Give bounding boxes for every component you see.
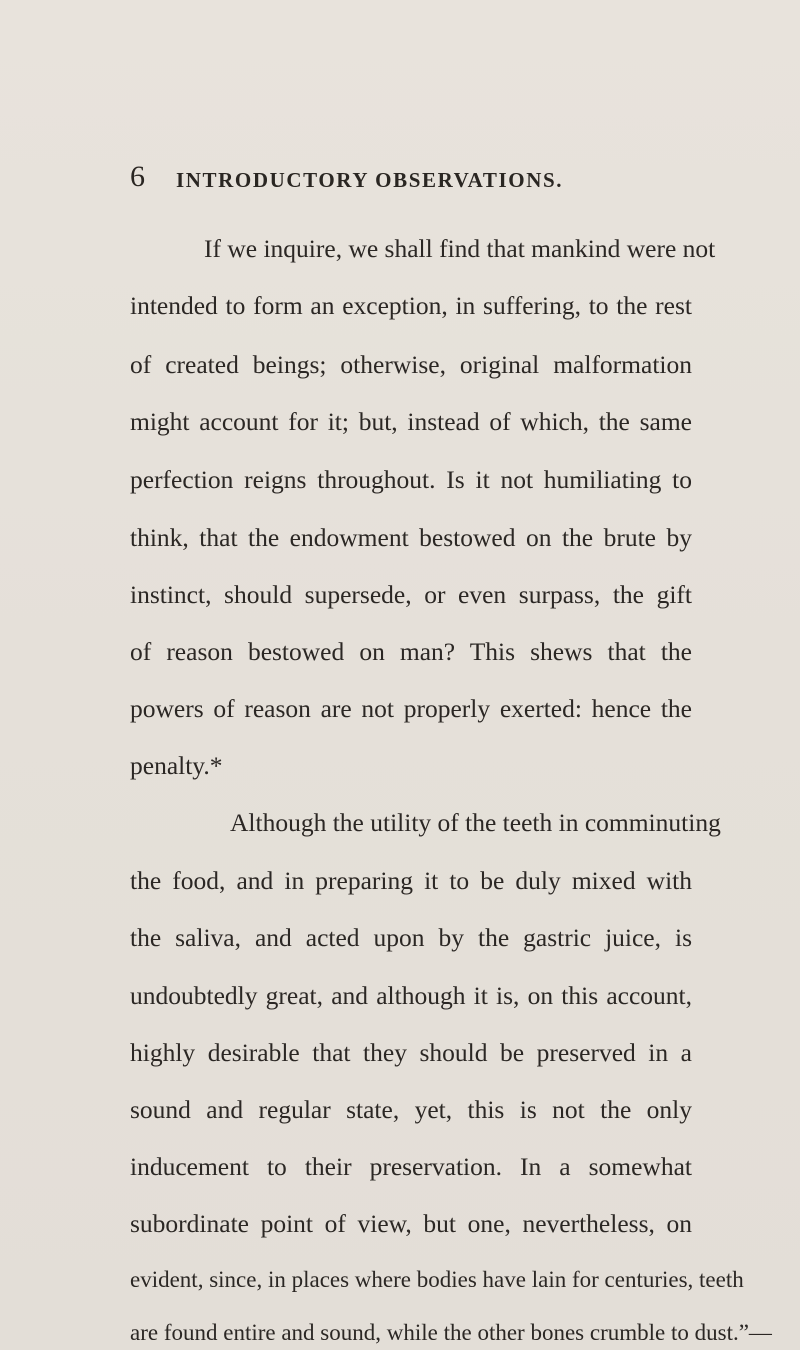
body-line: might account for it; but, instead of which, the same	[130, 407, 692, 436]
running-title: INTRODUCTORY OBSERVATIONS.	[176, 168, 564, 192]
body-line: of created beings; otherwise, original malformation	[130, 350, 692, 379]
body-line: undoubtedly great, and although it is, on this account,	[130, 981, 692, 1010]
body-line: Although the utility of the teeth in comminuting	[230, 808, 721, 837]
body-line: inducement to their preservation. In a somewhat	[130, 1152, 692, 1181]
body-line: subordinate point of view, but one, nevertheless, on	[130, 1209, 692, 1238]
body-line: penalty.*	[130, 751, 223, 780]
body-line: instinct, should supersede, or even surpass, the gift	[130, 580, 692, 609]
body-line: sound and regular state, yet, this is not the only	[130, 1095, 692, 1124]
body-line: the food, and in preparing it to be duly mixed with	[130, 866, 692, 895]
body-line: of reason bestowed on man? This shews that the	[130, 637, 692, 666]
body-line: If we inquire, we shall find that mankind were not	[204, 234, 716, 263]
body-line: intended to form an exception, in suffering, to the rest	[130, 291, 692, 320]
page-number: 6	[130, 160, 145, 193]
body-line: highly desirable that they should be preserved in a	[130, 1038, 692, 1067]
footnote-continuation-line: are found entire and sound, while the other bones crumble to dust.”—	[130, 1320, 772, 1345]
body-line: think, that the endowment bestowed on the brute by	[130, 523, 692, 552]
body-line: powers of reason are not properly exerted: hence the	[130, 694, 692, 723]
body-line: the saliva, and acted upon by the gastric juice, is	[130, 923, 692, 952]
body-line: perfection reigns throughout. Is it not humiliating to	[130, 465, 692, 494]
footnote-continuation-line: evident, since, in places where bodies have lain for centuries, teeth	[130, 1267, 744, 1292]
